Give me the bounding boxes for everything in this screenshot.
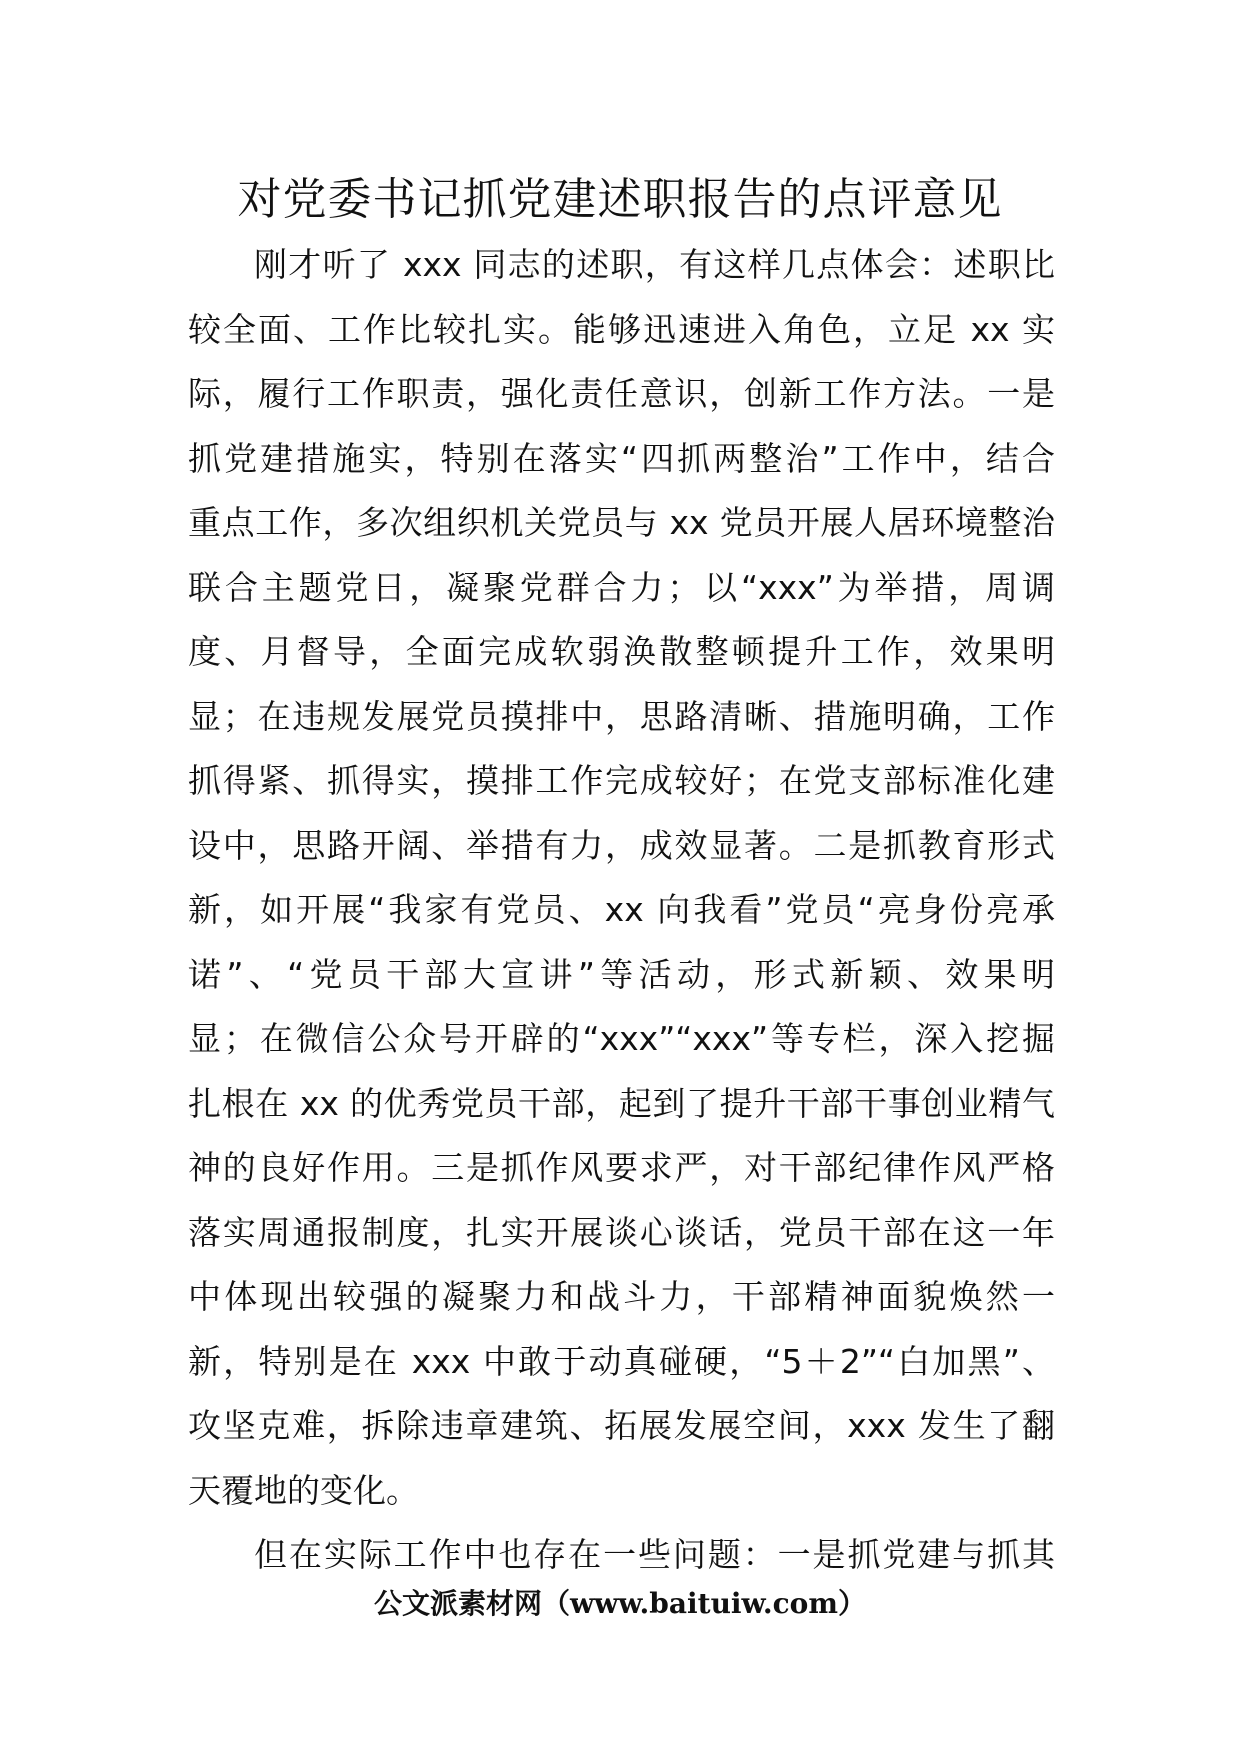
text-line: 抓党建措施实，特别在落实“四抓两整治”工作中，结合 [188,438,1055,478]
paragraph-2 [188,1523,1055,1588]
text-line: 抓得紧、抓得实，摸排工作完成较好；在党支部标准化建 [188,761,1055,800]
text-line: 扎根在 xx 的优秀党员干部，起到了提升干部干事创业精气 [188,1083,1055,1123]
text-line: 际，履行工作职责，强化责任意识，创新工作方法。一是 [188,374,1055,413]
text-line: 天覆地的变化。 [188,1470,419,1510]
paragraph-1 [188,233,1055,1523]
text-line: 神的良好作用。三是抓作风要求严，对干部纪律作风严格 [188,1148,1055,1187]
text-line: 新，如开展“我家有党员、xx 向我看”党员“亮身份亮承 [188,890,1055,929]
text-line: 但在实际工作中也存在一些问题：一是抓党建与抓其 [254,1535,1055,1574]
text-line: 攻坚克难，拆除违章建筑、拓展发展空间，xxx 发生了翻 [188,1406,1055,1445]
footer-watermark: 公文派素材网（www.baituiw.com） [374,1587,866,1620]
text-line: 度、月督导，全面完成软弱涣散整顿提升工作，效果明 [188,632,1055,671]
text-line: 显；在违规发展党员摸排中，思路清晰、措施明确，工作 [188,696,1055,736]
text-line: 中体现出较强的凝聚力和战斗力，干部精神面貌焕然一 [188,1277,1055,1316]
text-line: 诺”、“党员干部大宣讲”等活动，形式新颖、效果明 [188,954,1055,994]
text-line: 落实周通报制度，扎实开展谈心谈话，党员干部在这一年 [188,1212,1055,1252]
document-body [188,233,1055,1588]
text-line: 重点工作，多次组织机关党员与 xx 党员开展人居环境整治 [188,503,1055,542]
text-line: 刚才听了 xxx 同志的述职，有这样几点体会：述职比 [254,245,1055,284]
document-title: 对党委书记抓党建述职报告的点评意见 [237,174,1003,225]
text-line: 新，特别是在 xxx 中敢于动真碰硬，“5＋2”“白加黑”、 [188,1341,1055,1381]
text-line: 设中，思路开阔、举措有力，成效显著。二是抓教育形式 [188,825,1055,865]
text-line: 较全面、工作比较扎实。能够迅速进入角色，立足 xx 实 [188,309,1055,349]
text-line: 联合主题党日，凝聚党群合力；以“xxx”为举措，周调 [188,567,1055,607]
text-line: 显；在微信公众号开辟的“xxx”“xxx”等专栏，深入挖掘 [188,1019,1055,1058]
